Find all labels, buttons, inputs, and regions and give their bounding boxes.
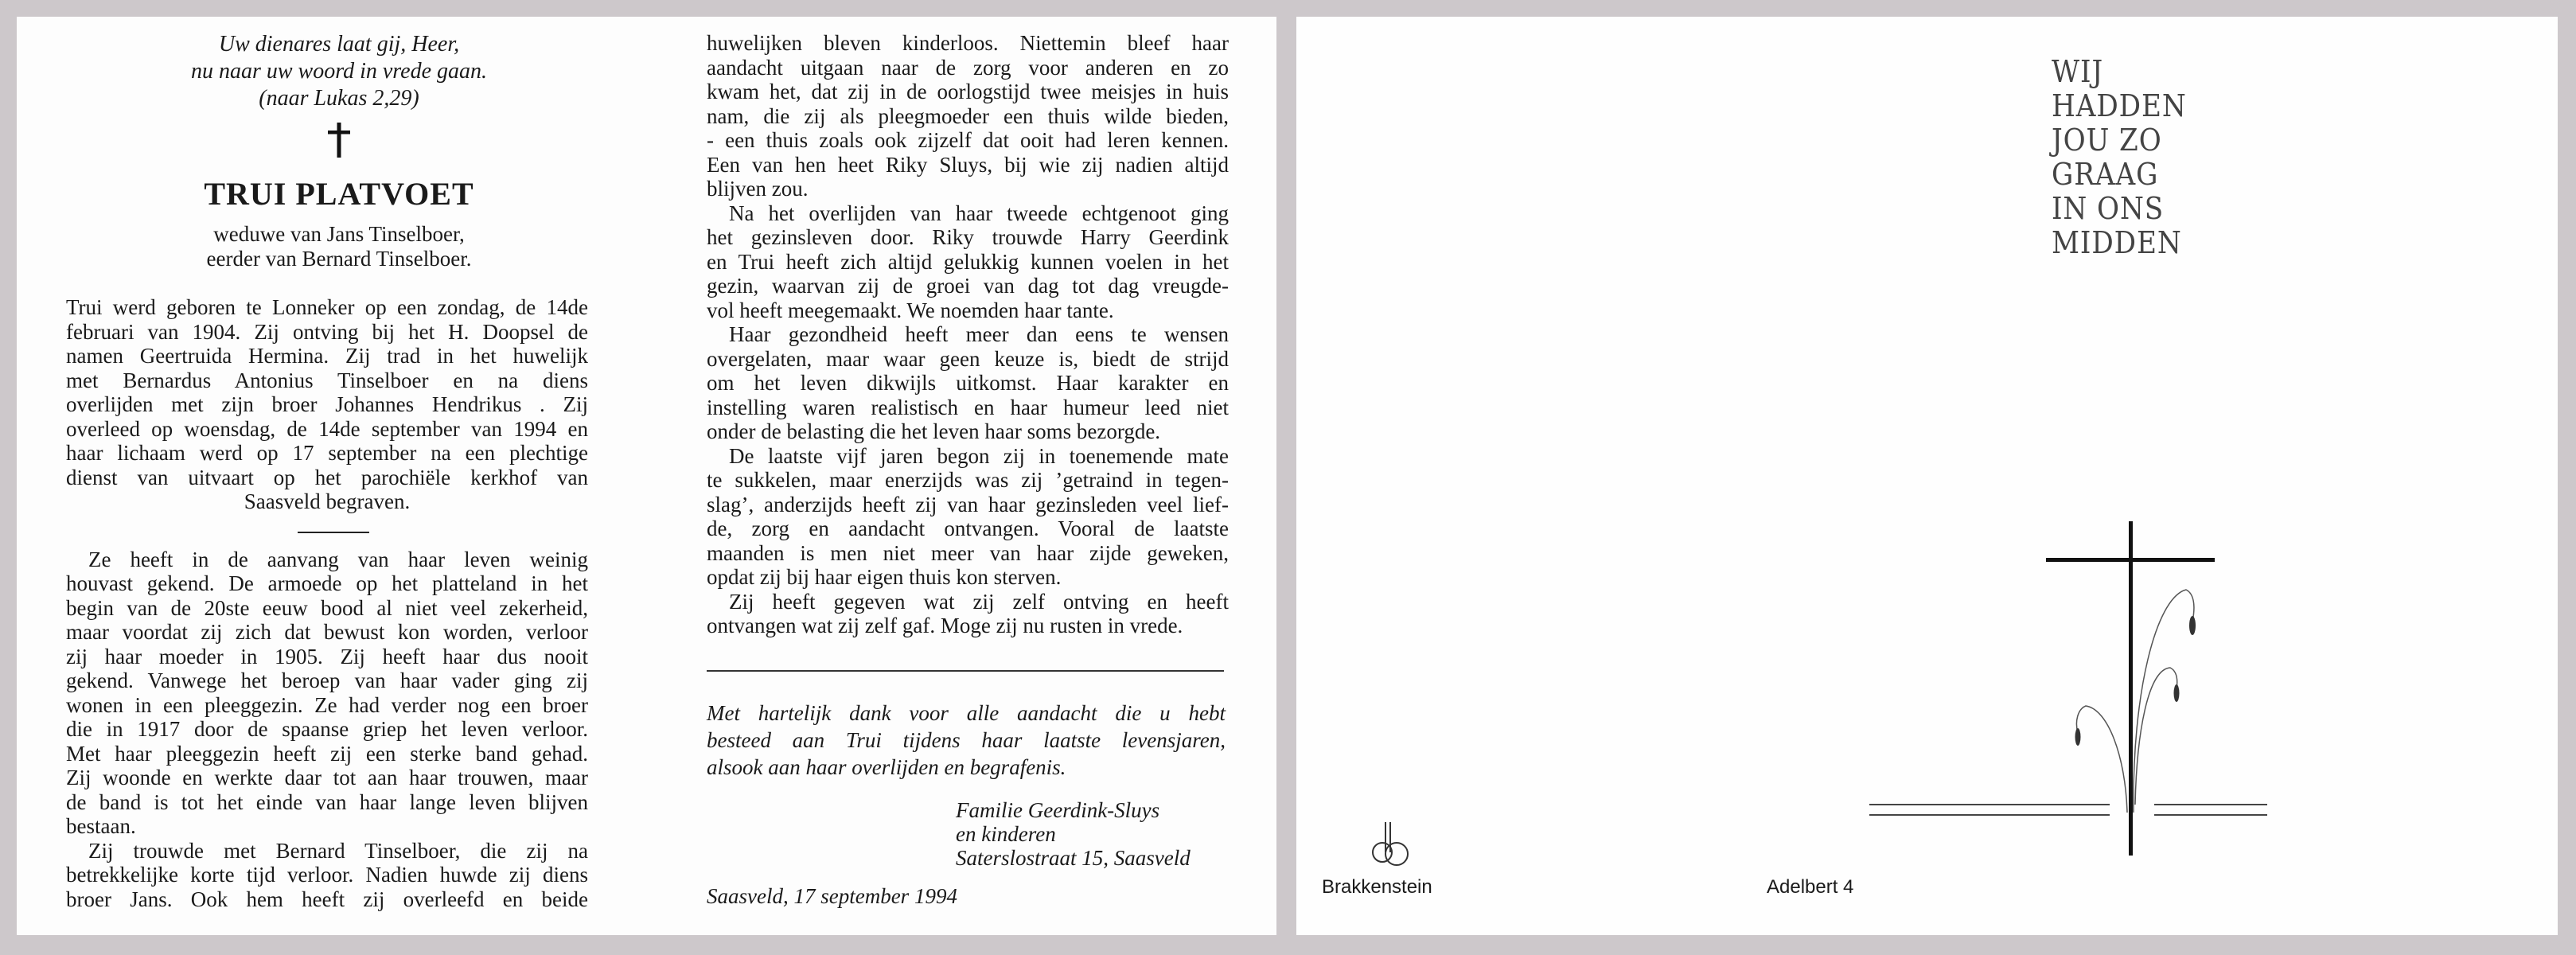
text-line: overlijden met zijn broer Johannes Hendrikus . Zij xyxy=(66,392,588,416)
widow-line: eerder van Bernard Tinselboer. xyxy=(206,247,472,271)
quote-line: Uw dienares laat gij, Heer, xyxy=(218,32,460,57)
quote-reference: (naar Lukas 2,29) xyxy=(259,86,419,111)
text-line: broer Jans. Ook hem heeft zij overleefd en beide xyxy=(66,887,588,911)
thanks-note xyxy=(707,700,1226,781)
widow-of xyxy=(64,222,614,271)
text-line: gekend. Vanwege het beroep van haar vader ging zij xyxy=(66,668,588,692)
text-line: De laatste vijf jaren begon zij in toenemende mate xyxy=(729,443,1229,468)
biography-column-left xyxy=(66,295,588,911)
text-line: bestaan. xyxy=(66,814,136,838)
biography-column-right xyxy=(707,31,1229,638)
text-line: huwelijken bleven kinderloos. Niettemin bleef haar xyxy=(707,31,1229,55)
motto-line: IN ONS xyxy=(2052,191,2165,226)
family-line: en kinderen xyxy=(956,822,1056,846)
text-line: Een van hen heet Riky Sluys, bij wie zij nadien altijd xyxy=(707,152,1229,177)
motto-line: MIDDEN xyxy=(2052,225,2182,260)
text-line: instelling waren realistisch en haar humeur leed niet xyxy=(707,395,1229,419)
text-line: de, zorg en aandacht ontvangen. Vooral de laatste xyxy=(707,516,1229,540)
text-line: Haar gezondheid heeft meer dan eens te wensen xyxy=(729,322,1229,346)
text-line: ontvangen wat zij zelf gaf. Moge zij nu rusten in vrede. xyxy=(707,614,1183,637)
text-line: haar lichaam werd op 17 september na een plechtige xyxy=(66,441,588,465)
text-line: Na het overlijden van haar tweede echtgenoot ging xyxy=(729,201,1229,225)
text-line: blijven zou. xyxy=(707,177,809,201)
text-line: die in 1917 door de spaanse griep het leven verloor. xyxy=(66,717,588,741)
family-signature xyxy=(956,798,1191,870)
family-line: Familie Geerdink-Sluys xyxy=(956,798,1160,822)
text-line: vol heeft meegemaakt. We noemden haar tante. xyxy=(707,298,1114,322)
deceased-name: TRUI PLATVOET xyxy=(204,176,474,212)
cross-icon xyxy=(328,123,350,158)
text-line: slag’, anderzijds heeft zij van haar gezinsleden veel lief- xyxy=(707,492,1229,516)
text-line: gezin, waarvan zij de groei van dag tot dag vreugde- xyxy=(707,274,1229,298)
memorial-card-cover xyxy=(1296,17,2558,935)
text-line: - een thuis zoals ook zijzelf dat ooit had leren kennen. xyxy=(707,128,1229,152)
thanks-line: besteed aan Trui tijdens haar laatste levensjaren, xyxy=(707,728,1226,752)
publisher-logo-icon xyxy=(1368,821,1416,870)
text-line: wonen in een pleeggezin. Ze had verder nog een broer xyxy=(66,692,588,717)
text-line: aandacht uitgaan naar de zorg voor anderen en zo xyxy=(707,55,1229,80)
motto-line: GRAAG xyxy=(2052,157,2159,192)
text-line: maanden is men niet meer van haar zijde geweken, xyxy=(707,540,1229,565)
text-line: om het leven dikwijls uitkomst. Haar karakter en xyxy=(707,371,1229,395)
text-line: maar voordat zij zich dat bewust kon worden, verloor xyxy=(66,620,588,644)
text-line: namen Geertruida Hermina. Zij trad in het huwelijk xyxy=(66,344,588,368)
memorial-card-inside xyxy=(17,17,1276,935)
thanks-line: Met hartelijk dank voor alle aandacht die u hebt xyxy=(707,701,1226,725)
bible-quote xyxy=(64,31,614,112)
text-line: Ze heeft in de aanvang van haar leven weinig xyxy=(88,547,588,571)
text-line: Trui werd geboren te Lonneker op een zondag, de 14de xyxy=(66,295,588,319)
text-line: zij haar moeder in 1905. Zij heeft haar dus nooit xyxy=(66,644,588,668)
text-line: Saasveld begraven. xyxy=(244,489,411,513)
cross-with-flowers-icon xyxy=(1869,494,2267,860)
text-line: Zij trouwde met Bernard Tinselboer, die zij na xyxy=(88,838,588,863)
text-line: Met haar pleeggezin heeft zij een sterke band gehad. xyxy=(66,741,588,766)
place-date: Saasveld, 17 september 1994 xyxy=(707,884,957,908)
separator xyxy=(298,532,369,533)
publisher-name: Brakkenstein xyxy=(1322,876,1432,898)
text-line: te sukkelen, maar enerzijds was zij ’getraind in tegen- xyxy=(707,468,1229,492)
thanks-line: alsook aan haar overlijden en begrafenis. xyxy=(707,755,1066,779)
text-line: het gezinsleven door. Riky trouwde Harry Geerdink xyxy=(707,225,1229,249)
text-line: februari van 1904. Zij ontving bij het H. Doopsel de xyxy=(66,319,588,344)
text-line: opdat zij bij haar eigen thuis kon sterven. xyxy=(707,565,1062,589)
text-line: kwam het, dat zij in de oorlogstijd twee meisjes in huis xyxy=(707,80,1229,103)
widow-line: weduwe van Jans Tinselboer, xyxy=(213,222,465,246)
text-line: overleed op woensdag, de 14de september van 1994 en xyxy=(66,416,588,441)
family-address: Saterslostraat 15, Saasveld xyxy=(956,846,1191,870)
text-line: en Trui heeft zich altijd gelukkig kunnen voelen in het xyxy=(707,249,1229,274)
text-line: onder de belasting die het leven haar soms bezorgde. xyxy=(707,419,1161,443)
text-line: de band is tot het einde van haar lange leven blijven xyxy=(66,789,588,814)
paragraph-gap xyxy=(66,514,588,548)
card-model: Adelbert 4 xyxy=(1767,876,1854,898)
text-line: Zij woonde en werkte daar tot aan haar trouwen, maar xyxy=(66,766,588,789)
text-line: begin van de 20ste eeuw bood al niet veel zekerheid, xyxy=(66,595,588,620)
text-line: houvast gekend. De armoede op het platteland in het xyxy=(66,571,588,595)
divider-rule xyxy=(707,670,1224,672)
text-line: met Bernardus Antonius Tinselboer en na diens xyxy=(66,368,588,392)
cover-motto xyxy=(2052,55,2187,260)
text-line: dienst van uitvaart op het parochiële kerkhof van xyxy=(66,465,588,489)
text-line: nam, die zij als pleegmoeder een thuis wilde bieden, xyxy=(707,103,1229,128)
motto-line: JOU ZO xyxy=(2052,123,2162,158)
motto-line: WIJ xyxy=(2052,54,2104,89)
quote-line: nu naar uw woord in vrede gaan. xyxy=(190,59,488,84)
text-line: overgelaten, maar waar geen keuze is, biedt de strijd xyxy=(707,346,1229,371)
text-line: Zij heeft gegeven wat zij zelf ontving en heeft xyxy=(729,589,1229,614)
text-line: betrekkelijke korte tijd verloor. Nadien huwde zij diens xyxy=(66,863,588,887)
motto-line: HADDEN xyxy=(2052,88,2187,123)
